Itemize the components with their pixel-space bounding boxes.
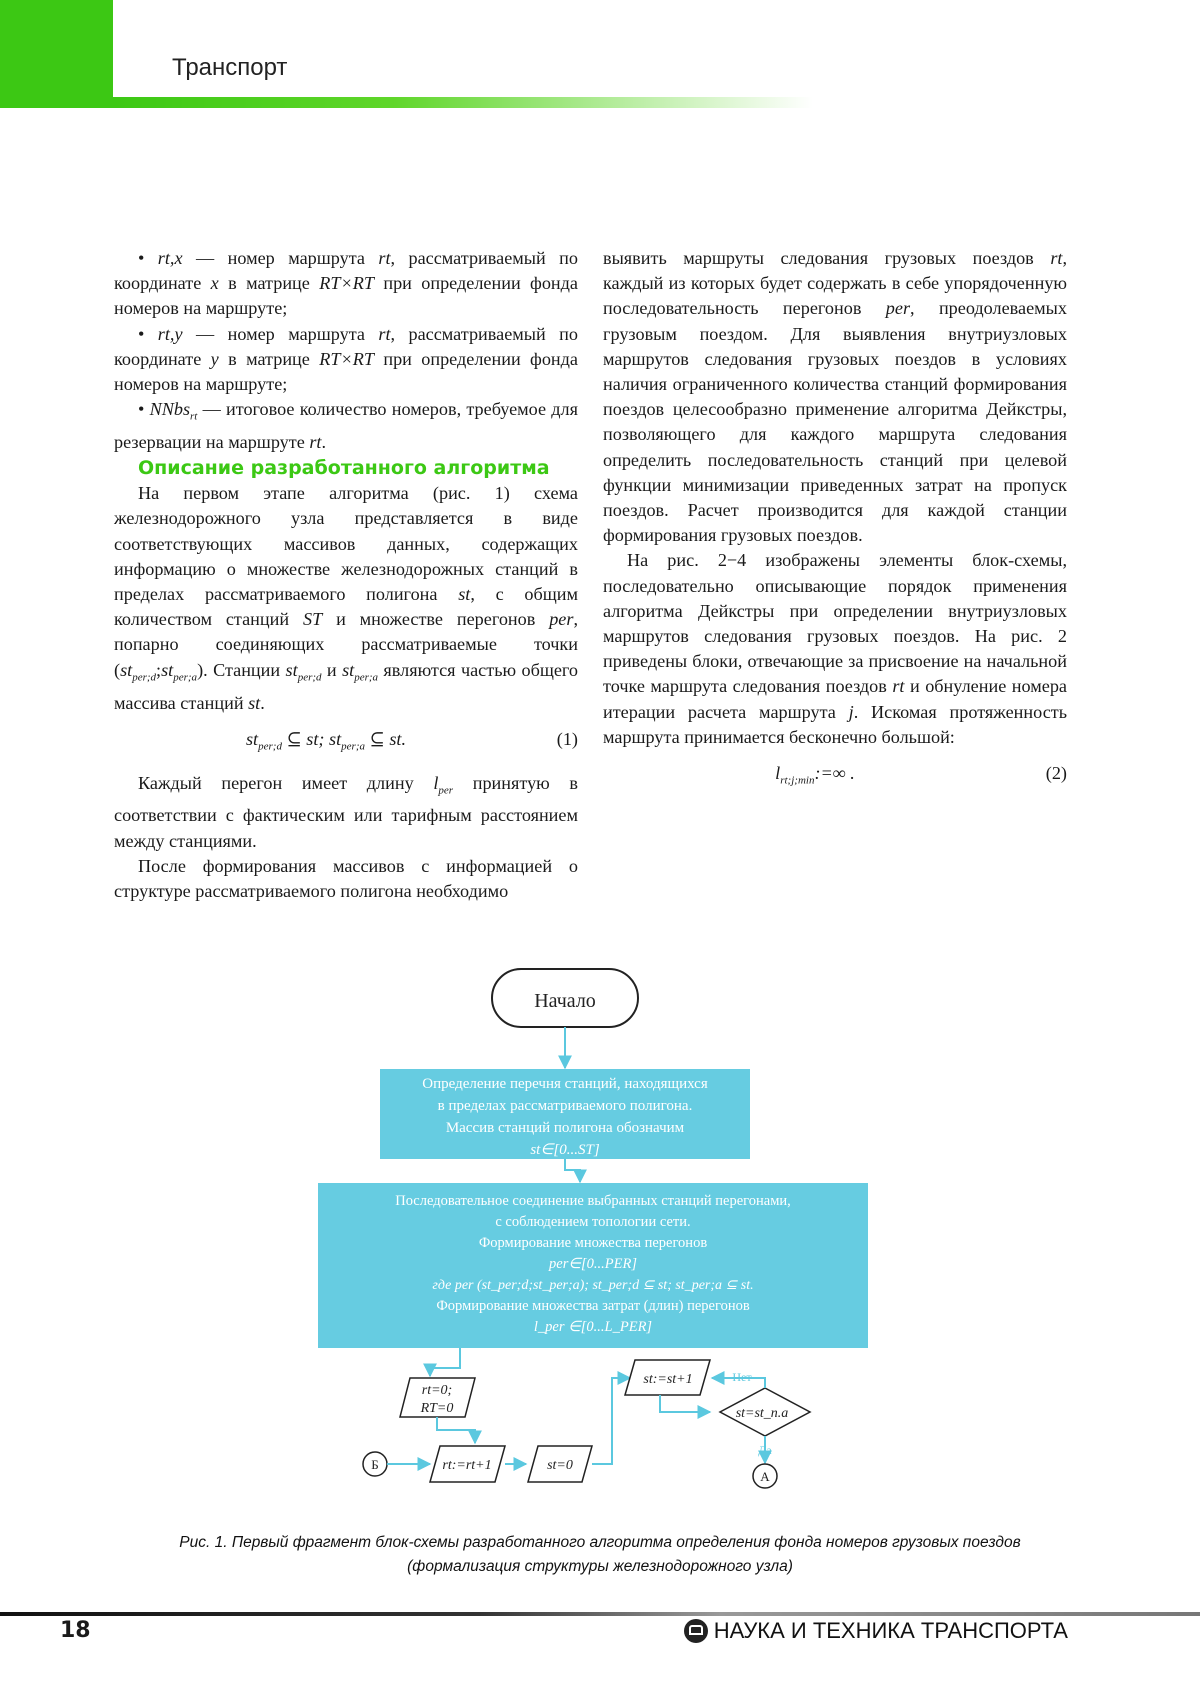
- para4-label: st:=st+1: [643, 1372, 693, 1387]
- left-column: [114, 246, 578, 904]
- paragraph-figures: На рис. 2−4 изображены элементы блок-схемы, последовательно описывающие порядок применения алгоритма Дейкстры при определении внутриузловых маршрутов следования грузовых поездов. На рис. 2 приведены блоки, отвечающие за присвоение на начальной точке маршрута следования поездов rt и обнуление номера итерации расчета маршрута j. Искомая протяженность маршрута принимается бесконечно большой:: [603, 550, 1068, 747]
- box2-line1: Последовательное соединение выбранных станций перегонами,: [395, 1193, 791, 1209]
- box1-line4: st∈[0...ST]: [530, 1142, 600, 1158]
- para2-label: rt:=rt+1: [442, 1458, 492, 1473]
- arrow-box1-box2: [565, 1159, 580, 1182]
- paragraph-first-stage: На первом этапе алгоритма (рис. 1) схема железнодорожного узла представляется в виде соответствующих массивов данных, содержащих информацию о множестве железнодорожных станций в пределах рассматриваемого полигона st, с общим количеством станций ST и множестве перегонов per, попарно соединяющих рассматриваемые точки $(st_{per;d};st_{per;a})$. Станции $st_{per;d}$ и $st_{per;a}$ являются частью общего массива станций st.: [114, 483, 579, 713]
- section-heading: Описание разработанного алгоритма: [138, 457, 550, 480]
- bullet-rt-y: • rt,y — номер маршрута rt, рассматриваемый по координате y в матрице RT×RT при определении фонда номеров на маршруте;: [114, 323, 578, 395]
- formula-1: [114, 727, 578, 760]
- para1-line1: rt=0;: [421, 1383, 453, 1398]
- bullet-nnbs: • NNbs$_{rt}$ — итоговое количество номеров, требуемое для резервации на маршруте rt.: [114, 399, 578, 453]
- box2-line4: per∈[0...PER]: [549, 1256, 637, 1272]
- figure-caption-line1: Рис. 1. Первый фрагмент блок-схемы разработанного алгоритма определения фонда номеров грузовых поездов: [179, 1534, 1021, 1551]
- journal-logo-icon: [684, 1619, 708, 1643]
- journal-name: [684, 1618, 1068, 1644]
- formula-2-expression: $l_{rt;j;min}:=\infty$ .: [775, 763, 855, 787]
- box1-line1: Определение перечня станций, находящихся: [422, 1076, 708, 1092]
- label-yes: Да: [758, 1443, 772, 1457]
- box2-line3: Формирование множества перегонов: [478, 1235, 708, 1251]
- section-title: Транспорт: [172, 54, 288, 81]
- arrow-para4-diamond: [660, 1395, 710, 1412]
- right-column: [603, 246, 1067, 805]
- paragraph-after-arrays: После формирования массивов с информацией о структуре рассматриваемого полигона необходимо: [114, 855, 578, 902]
- arrow-para1-para2: [437, 1417, 475, 1443]
- formula-1-expression: $st_{per;d}$ ⊆ st; $st_{per;a}$ ⊆ st.: [245, 728, 406, 753]
- formula-2: [603, 761, 1067, 794]
- bullet-rt-x: • rt,x — номер маршрута rt, рассматриваемый по координате x в матрице RT×RT при определении фонда номеров на маршруте;: [114, 248, 578, 319]
- figure-caption-line2: (формализация структуры железнодорожного узла): [407, 1558, 793, 1575]
- box1-line2: в пределах рассматриваемого полигона.: [437, 1098, 693, 1114]
- paragraph-segment-length: Каждый перегон имеет длину $l_{per}$ принятую в соответствии с фактическим или тарифным расстоянием между станциями.: [114, 772, 578, 851]
- box2-line7: l_per ∈[0...L_PER]: [533, 1319, 653, 1335]
- paragraph-routes: выявить маршруты следования грузовых поездов rt, каждый из которых будет содержать в себе упорядоченную последовательность перегонов per, преодолеваемых грузовым поездом. Для выявления внутриузловых маршрутов следования грузовых поездов в условиях наличия ограниченного количества станций формирования поездов целесообразно применение алгоритма Дейкстры, позволяющего для каждого маршрута следования определить последовательность станций при целевой функции минимизации приведенных затрат на пропуск поездов. Расчет производится для каждой станции формирования грузовых поездов.: [603, 248, 1067, 546]
- connector-b-label: Б: [371, 1457, 379, 1472]
- header-green-line: [113, 97, 813, 108]
- arrow-para3-para4: [592, 1378, 630, 1464]
- label-no: Нет: [732, 1370, 752, 1384]
- formula-2-number: (2): [1045, 763, 1067, 784]
- box2-line6: Формирование множества затрат (длин) перегонов: [436, 1298, 750, 1314]
- para1-line2: RT=0: [420, 1401, 454, 1416]
- box1-line3: Массив станций полигона обозначим: [445, 1120, 685, 1136]
- start-label: Начало: [534, 990, 596, 1012]
- header-green-block: [0, 0, 113, 108]
- flowchart: [300, 960, 900, 1500]
- page-number: 18: [60, 1618, 91, 1643]
- diamond-label: st=st_n.a: [735, 1406, 789, 1421]
- connector-a-label: А: [760, 1469, 770, 1484]
- box2-line2: с соблюдением топологии сети.: [495, 1214, 691, 1230]
- para3-label: st=0: [547, 1458, 573, 1473]
- arrow-box2-para1: [430, 1348, 460, 1376]
- formula-1-number: (1): [556, 728, 578, 749]
- journal-title: НАУКА И ТЕХНИКА ТРАНСПОРТА: [713, 1618, 1068, 1643]
- footer-rule: [0, 1612, 1200, 1616]
- box2-line5: где per (st_per;d;st_per;a); st_per;d ⊆ st; st_per;a ⊆ st.: [432, 1278, 754, 1293]
